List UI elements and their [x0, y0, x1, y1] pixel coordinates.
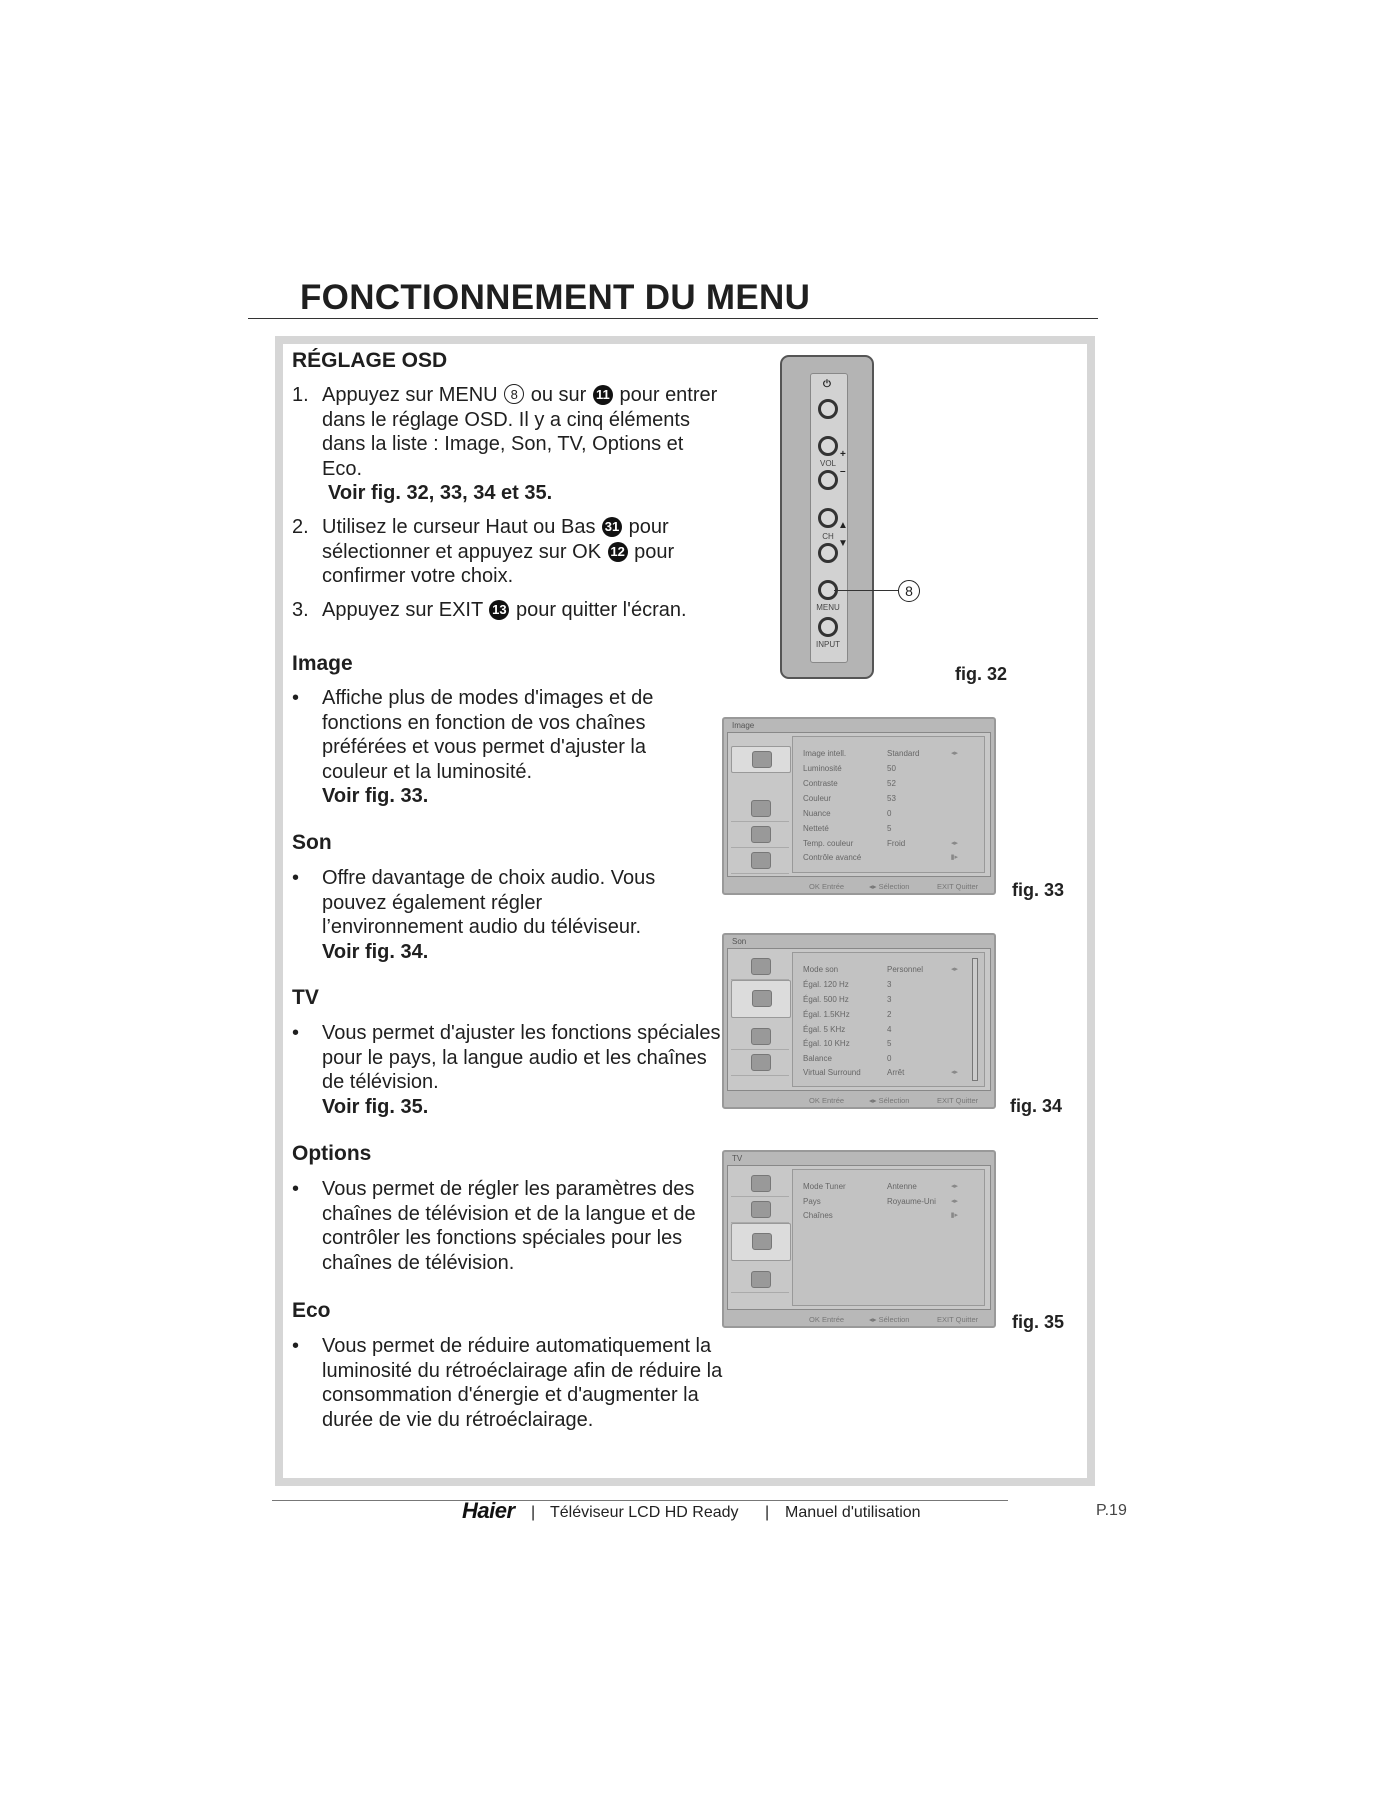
footer-divider: [272, 1500, 1008, 1501]
left-right-arrows-icon: ◂▸: [950, 750, 958, 757]
setting-label: Balance: [803, 1054, 832, 1063]
bullet: •: [292, 1022, 300, 1044]
setting-label: Netteté: [803, 824, 829, 833]
left-right-arrows-icon: ◂▸: [950, 1069, 958, 1076]
osd-image-screen: [722, 717, 996, 895]
osd-son-screen: [722, 933, 996, 1109]
footer-ok-hint: [809, 1315, 844, 1324]
callout-line: [834, 590, 898, 591]
tab-son: [731, 980, 791, 1018]
step-text: pour confirmer votre choix.: [322, 540, 675, 587]
input-button: [818, 617, 838, 637]
setting-label: Égal. 5 KHz: [803, 1025, 846, 1034]
figure-reference: Voir fig. 35.: [322, 1095, 429, 1118]
step-text: pour: [619, 384, 660, 406]
setting-value: 3: [887, 980, 892, 989]
menu-tabs: [731, 952, 789, 1087]
bullet: •: [292, 867, 300, 889]
button-ref-11: 11: [593, 385, 613, 405]
vol-label: VOL: [819, 459, 836, 468]
settings-panel: [792, 736, 985, 873]
osd-tv-screen: [722, 1150, 996, 1328]
left-right-arrows-icon: ◂▸: [950, 840, 958, 847]
setting-label: Contrôle avancé: [803, 853, 862, 862]
step-text: ou sur: [530, 384, 587, 406]
step-text: entrer dans le réglage OSD. Il y a cinq éléments dans la liste : Image, Son, TV, Options et Eco.: [322, 384, 718, 480]
section-text: Affiche plus de modes d'images et de fonctions en fonction de vos chaînes préférées et vous permet d'ajuster la couleur et la luminosité.: [322, 687, 654, 783]
tab-options: [731, 848, 789, 874]
setting-value: 5: [887, 1039, 892, 1048]
osd-heading: RÉGLAGE OSD: [292, 349, 448, 372]
title-divider: [248, 318, 1098, 319]
vol-plus-button: [818, 436, 838, 456]
ch-down-button: [818, 543, 838, 563]
footer-manual: Manuel d'utilisation: [785, 1504, 921, 1521]
setting-label: Égal. 500 Hz: [803, 995, 849, 1004]
footer-select-hint: ◂▸ Sélection: [869, 882, 910, 891]
tv-icon: [751, 958, 771, 975]
step-text: Utilisez le curseur Haut ou Bas: [322, 516, 596, 538]
tab-image: [731, 954, 789, 980]
minus-sign: –: [840, 466, 846, 477]
section-text: Vous permet de régler les paramètres des chaînes de télévision et de la langue et de contrôler les fonctions spéciales pour les chaînes de télévision.: [322, 1178, 696, 1274]
tv-icon: [751, 1175, 771, 1192]
step-number: 3.: [292, 599, 309, 621]
footer-ok-hint: [809, 1096, 844, 1105]
step-number: 2.: [292, 516, 309, 538]
exit-hint: Quitter: [955, 1096, 979, 1105]
setting-label: Luminosité: [803, 764, 842, 773]
screen-title: Son: [732, 937, 747, 946]
ch-label: CH: [822, 532, 834, 541]
left-right-arrows-icon: ◂▸: [950, 1198, 958, 1205]
section-text: Offre davantage de choix audio. Vous pouvez également régler l’environnement audio du téléviseur.: [322, 867, 656, 938]
setting-label: Couleur: [803, 794, 832, 803]
menu-label: MENU: [816, 603, 840, 612]
footer-select-hint: ◂▸ Sélection: [869, 1096, 910, 1105]
up-arrow-icon: ▲: [838, 520, 848, 531]
setting-label: Virtual Surround: [803, 1068, 861, 1077]
speaker-icon: [752, 990, 772, 1007]
osd-step-2: [292, 515, 732, 595]
tv-icon: [752, 751, 772, 768]
speaker-icon: [751, 800, 771, 817]
scrollbar: [972, 958, 978, 1081]
exit-hint: Quitter: [955, 1315, 979, 1324]
button-ref-31: 31: [602, 517, 622, 537]
bullet: •: [292, 687, 300, 709]
page-title: FONCTIONNEMENT DU MENU: [300, 278, 811, 317]
setting-value: Royaume-Uni: [887, 1197, 936, 1206]
setting-label: Chaînes: [803, 1211, 833, 1220]
setting-value: Antenne: [887, 1182, 917, 1191]
setting-value: 4: [887, 1025, 892, 1034]
screen-body: [727, 732, 991, 877]
ok-hint: Entrée: [821, 1096, 845, 1105]
ok-hint: Entrée: [821, 1315, 845, 1324]
screen-title: TV: [732, 1154, 743, 1163]
select-hint: Sélection: [878, 882, 910, 891]
settings-panel: [792, 1169, 985, 1306]
left-right-arrows-icon: ◂▸: [950, 1183, 958, 1190]
section-heading-image: Image: [292, 652, 353, 675]
menu-tabs: [731, 1169, 789, 1306]
satellite-icon: [751, 1028, 771, 1045]
figure-reference: Voir fig. 34.: [322, 940, 429, 963]
tab-son: [731, 796, 789, 822]
setting-value: Personnel: [887, 965, 924, 974]
button-ref-8: 8: [504, 384, 524, 404]
callout-8: 8: [898, 580, 920, 602]
setting-value: Standard: [887, 749, 920, 758]
section-tv: [292, 1021, 732, 1131]
section-options: [292, 1177, 732, 1287]
tab-son: [731, 1197, 789, 1223]
setting-label: Égal. 1.5KHz: [803, 1010, 850, 1019]
ok-key: OK: [809, 1315, 820, 1324]
footer-exit-hint: [937, 1315, 978, 1324]
section-text: Vous permet d'ajuster les fonctions spéciales pour le pays, la langue audio et les chaînes de télévision.: [322, 1022, 721, 1093]
power-icon: ⏻: [823, 379, 831, 390]
ok-hint: Entrée: [821, 882, 845, 891]
ok-key: OK: [809, 882, 820, 891]
button-ref-13: 13: [489, 600, 509, 620]
setting-value: 0: [887, 809, 892, 818]
fig-33-label: fig. 33: [1012, 880, 1065, 900]
section-son: [292, 866, 712, 976]
power-button: [818, 399, 838, 419]
fig-35-label: fig. 35: [1012, 1312, 1065, 1332]
setting-value: 50: [887, 764, 896, 773]
step-text: pour sélectionner et appuyez sur OK: [322, 516, 669, 563]
setting-value: 3: [887, 995, 892, 1004]
ok-key: OK: [809, 1096, 820, 1105]
setting-value: 2: [887, 1010, 892, 1019]
exit-hint: Quitter: [955, 882, 979, 891]
exit-key: EXIT: [937, 1096, 954, 1105]
footer-separator: |: [531, 1504, 536, 1521]
vol-minus-button: [818, 470, 838, 490]
setting-value: 53: [887, 794, 896, 803]
setting-label: Égal. 10 KHz: [803, 1039, 850, 1048]
setting-label: Temp. couleur: [803, 839, 854, 848]
tools-icon: [751, 1054, 771, 1071]
down-arrow-icon: ▼: [838, 538, 848, 549]
satellite-icon: [752, 1233, 772, 1250]
select-hint: Sélection: [878, 1315, 910, 1324]
step-text: Appuyez sur MENU: [322, 384, 498, 406]
tab-options: [731, 1050, 789, 1076]
setting-label: Pays: [803, 1197, 821, 1206]
tab-image: [731, 746, 791, 773]
enter-icon: ▮▸: [950, 854, 958, 861]
footer-select-hint: ◂▸ Sélection: [869, 1315, 910, 1324]
footer-exit-hint: [937, 882, 978, 891]
setting-label: Nuance: [803, 809, 831, 818]
plus-sign: +: [840, 449, 846, 460]
section-text: Vous permet de réduire automatiquement la luminosité du rétroéclairage afin de réduire la consommation d'énergie et d'augmenter la durée de vie du rétroéclairage.: [322, 1335, 723, 1431]
screen-title: Image: [732, 721, 755, 730]
left-right-arrows-icon: ◂▸: [950, 966, 958, 973]
satellite-icon: [751, 826, 771, 843]
figure-reference: Voir fig. 32, 33, 34 et 35.: [328, 482, 553, 504]
figure-reference: Voir fig. 33.: [322, 785, 429, 807]
fig-32-label: fig. 32: [955, 664, 1008, 684]
footer-exit-hint: [937, 1096, 978, 1105]
section-heading-options: Options: [292, 1142, 372, 1165]
setting-label: Égal. 120 Hz: [803, 980, 849, 989]
step-number: 1.: [292, 384, 309, 406]
tab-tv: [731, 1024, 789, 1050]
section-heading-son: Son: [292, 831, 332, 854]
osd-step-1: [292, 383, 732, 513]
ch-up-button: [818, 508, 838, 528]
section-heading-eco: Eco: [292, 1299, 331, 1322]
exit-key: EXIT: [937, 882, 954, 891]
section-heading-tv: TV: [292, 986, 319, 1009]
osd-step-3: [292, 598, 732, 628]
exit-key: EXIT: [937, 1315, 954, 1324]
speaker-icon: [751, 1201, 771, 1218]
bullet: •: [292, 1178, 300, 1200]
page-number: P.19: [1096, 1502, 1127, 1519]
enter-icon: ▮▸: [950, 1212, 958, 1219]
setting-label: Image intell.: [803, 749, 847, 758]
setting-label: Mode Tuner: [803, 1182, 846, 1191]
setting-value: 0: [887, 1054, 892, 1063]
screen-body: [727, 1165, 991, 1310]
screen-body: [727, 948, 991, 1091]
setting-value: Froid: [887, 839, 906, 848]
brand-logo: Haier: [462, 1498, 515, 1523]
tab-image: [731, 1171, 789, 1197]
section-eco: [292, 1334, 732, 1464]
setting-value: Arrêt: [887, 1068, 905, 1077]
tab-tv: [731, 1223, 791, 1261]
setting-value: 5: [887, 824, 892, 833]
fig-34-label: fig. 34: [1010, 1096, 1063, 1116]
input-label: INPUT: [816, 640, 840, 649]
tab-options: [731, 1267, 789, 1293]
menu-tabs: [731, 736, 789, 873]
bullet: •: [292, 1335, 300, 1357]
button-ref-12: 12: [608, 542, 628, 562]
footer-ok-hint: [809, 882, 844, 891]
select-hint: Sélection: [878, 1096, 910, 1105]
setting-label: Mode son: [803, 965, 839, 974]
tab-tv: [731, 822, 789, 848]
tools-icon: [751, 1271, 771, 1288]
footer-separator: |: [765, 1504, 770, 1521]
tools-icon: [751, 852, 771, 869]
step-text: Appuyez sur EXIT: [322, 599, 483, 621]
step-text: pour quitter l'écran.: [515, 599, 687, 621]
section-image: [292, 686, 712, 816]
settings-panel: [792, 952, 985, 1087]
footer-product: Téléviseur LCD HD Ready: [550, 1504, 739, 1521]
setting-value: 52: [887, 779, 896, 788]
setting-label: Contraste: [803, 779, 838, 788]
